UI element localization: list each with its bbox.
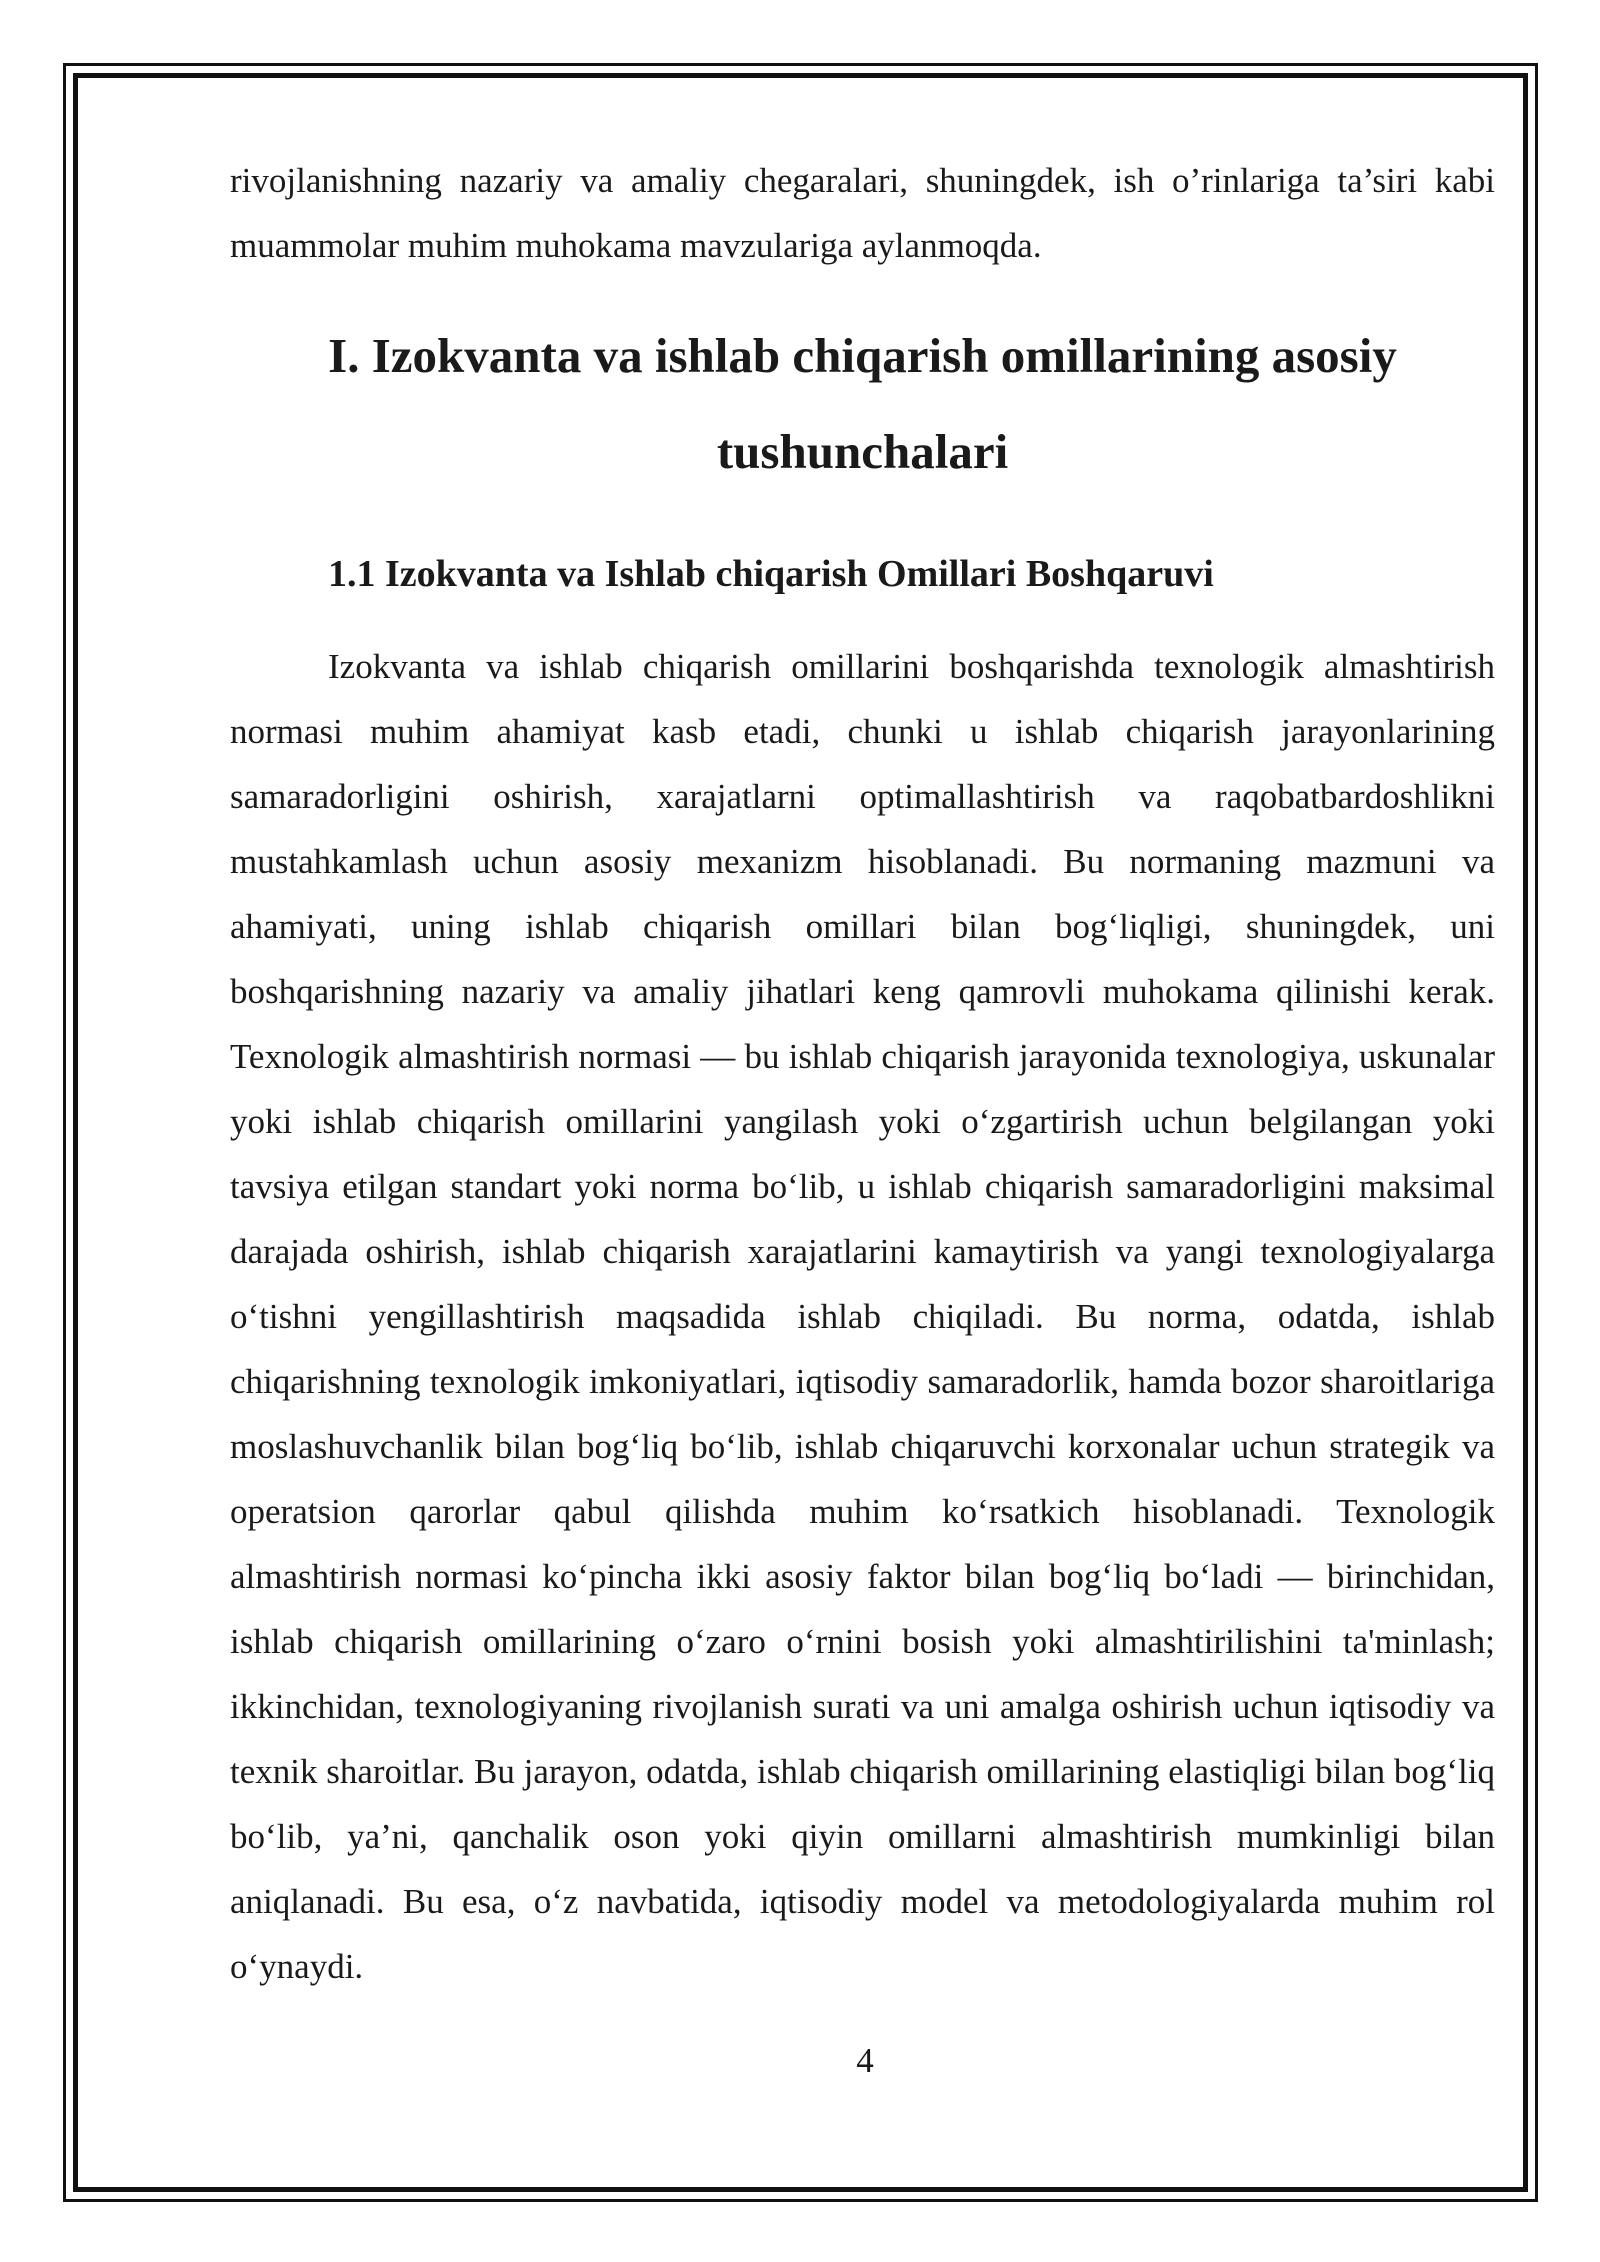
body-paragraph: Izokvanta va ishlab chiqarish omillarini boshqarishda texnologik almashtirish normasi muhim ahamiyat kasb etadi, chunki u ishlab chiqarish jarayonlarining samaradorligini oshirish, xarajatlarni optimallashtirish va raqobatbardoshlikni mustahkamlash uchun asosiy mexanizm hisoblanadi. Bu normaning mazmuni va ahamiyati, uning ishlab chiqarish omillari bilan bog‘liqligi, shuningdek, uni boshqarishning nazariy va amaliy jihatlari keng qamrovli muhokama qilinishi kerak. Texnologik almashtirish normasi — bu ishlab chiqarish jarayonida texnologiya, uskunalar yoki ishlab chiqarish omillarini yangilash yoki o‘zgartirish uchun belgilangan yoki tavsiya etilgan standart yoki norma bo‘lib, u ishlab chiqarish samaradorligini maksimal darajada oshirish, ishlab chiqarish xarajatlarini kamaytirish va yangi texnologiyalarga o‘tishni yengillashtirish maqsadida ishlab chiqiladi. Bu norma, odatda, ishlab chiqarishning texnologik imkoniyatlari, iqtisodiy samaradorlik, hamda bozor sharoitlariga moslashuvchanlik bilan bog‘liq bo‘lib, ishlab chiqaruvchi korxonalar uchun strategik va operatsion qarorlar qabul qilishda muhim ko‘rsatkich hisoblanadi. Texnologik almashtirish normasi ko‘pincha ikki asosiy faktor bilan bog‘liq bo‘ladi — birinchidan, ishlab chiqarish omillarining o‘zaro o‘rnini bosish yoki almashtirilishini ta'minlash; ikkinchidan, texnologiyaning rivojlanish surati va uni amalga oshirish uchun iqtisodiy va texnik sharoitlar. Bu jarayon, odatda, ishlab chiqarish omillarining elastiqligi bilan bog‘liq bo‘lib, ya’ni, qanchalik oson yoki qiyin omillarni almashtirish mumkinligi bilan aniqlanadi. Bu esa, o‘z navbatida, iqtisodiy model va metodologiyalarda muhim rol o‘ynaydi. — [230, 647, 1495, 1986]
intro-paragraph: rivojlanishning nazariy va amaliy chegaralari, shuningdek, ish o’rinlariga ta’siri kabi muammolar muhim muhokama mavzulariga aylanmoqda. — [230, 161, 1495, 265]
page-number: 4 — [856, 2041, 874, 2080]
page-content — [230, 148, 1495, 1999]
chapter-heading: I. Izokvanta va ishlab chiqarish omillarining asosiy tushunchalari — [328, 328, 1397, 479]
section-heading: 1.1 Izokvanta va Ishlab chiqarish Omillari Boshqaruvi — [328, 553, 1214, 595]
